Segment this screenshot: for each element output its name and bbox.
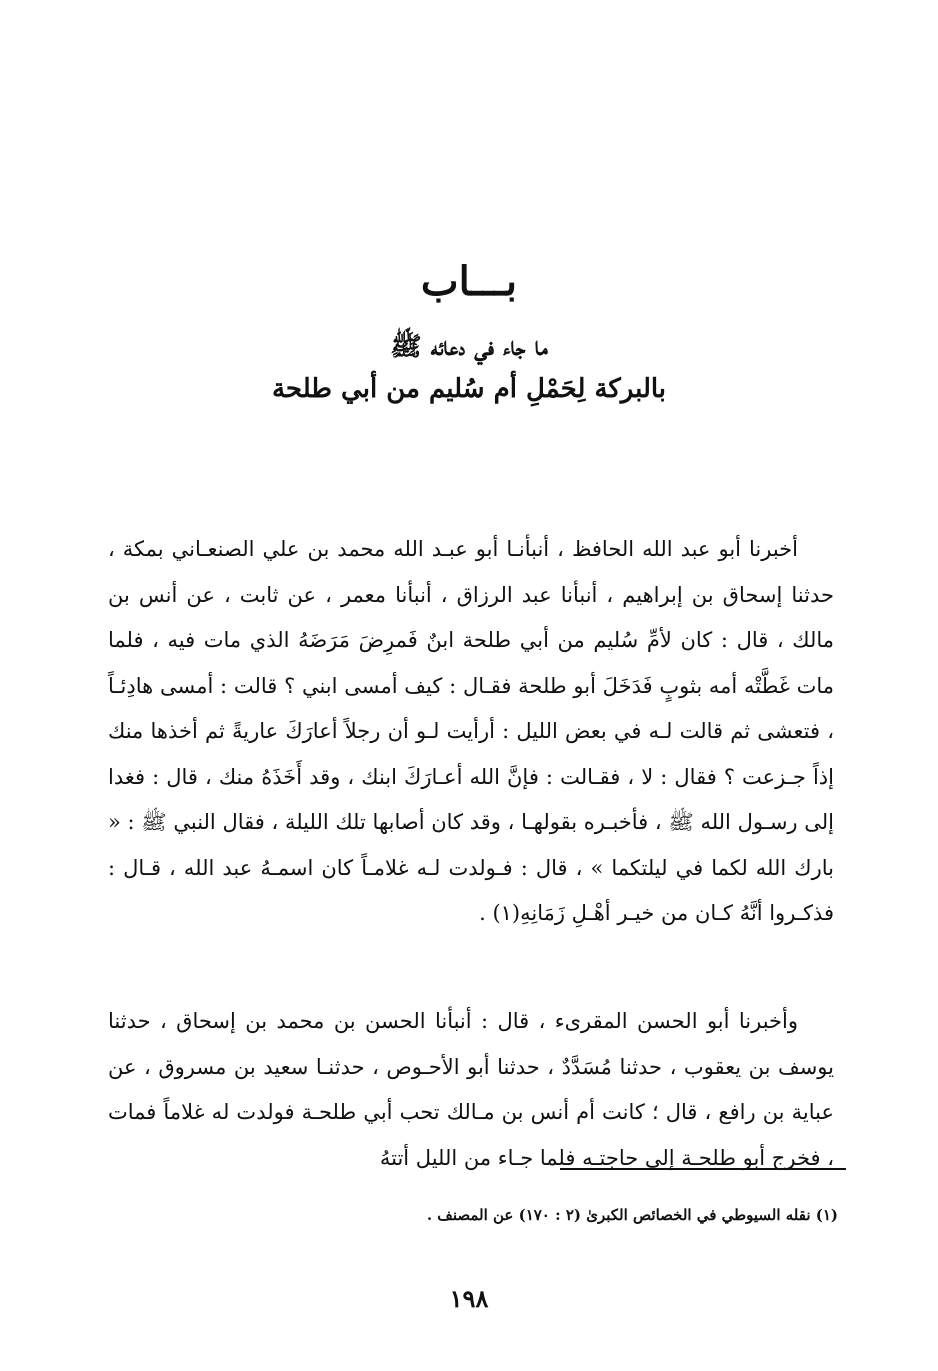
chapter-heading: بـــاب [420, 258, 518, 305]
footnote: (١) نقله السيوطي في الخصائص الكبرىٰ (٢ : ١٧٠) عن المصنف . [426, 1206, 838, 1224]
chapter-title-line-2: بالبركة لِحَمْلِ أم سُليم من أبي طلحة [271, 374, 667, 404]
body-paragraph-2: وأخبرنا أبو الحسن المقرىء ، قال : أنبأنا الحسن بن محمد بن إسحاق ، حدثنا يوسف بن يعقوب ، حدثنا مُسَدَّدٌ ، حدثنا أبو الأحـوص ، حدثنـا سعيد بن مسروق ، عن عباية بن رافع ، قال ؛ كانت أم أنس بن مـالك تحب أبي طلحـة فولدت له غلاماً فمات ، فخرج أبو طلحـة إلى حاجتـه فلما جـاء من الليل أتتهُ [108, 1009, 834, 1170]
chapter-title-line-1: ما جاء في دعائه ﷺ [390, 332, 548, 362]
footnote-divider [560, 1168, 846, 1170]
page-number: ١٩٨ [449, 1284, 489, 1313]
body-paragraph-1: أخبرنا أبو عبد الله الحافظ ، أنبأنـا أبو عبـد الله محمد بن علي الصنعـاني بمكة ، حدثنا إسحاق بن إبراهيم ، أنبأنا عبد الرزاق ، أنبأنا معمر ، عن ثابت ، عن أنس بن مالك ، قال : كان لأمِّ سُليم من أبي طلحة ابنٌ فَمرِضَ مَرَضَهُ الذي مات فيه ، فلما مات غَطَّتْه أمه بثوبٍ فَدَخَلَ أبو طلحة فقـال : كيف أمسى ابني ؟ قالت : أمسى هادِئـاً ، فتعشى ثم قالت لـه في بعض الليل : أرأيت لـو أن رجلاً أعارَكَ عاريةً ثم أخذها منك إذاً جـزعت ؟ فقال : لا ، فقـالت : فإنَّ الله أعـارَكَ ابنك ، وقد أَخَذَهُ منك ، قال : فغدا إلى رسـول الله ﷺ ، فأخبـره بقولهـا ، وقد كان أصابها تلك الليلة ، فقال النبي ﷺ : « بارك الله لكما في ليلتكما » ، قال : فـولدت لـه غلامـاً كان اسمـهُ عبد الله ، قـال : فذكـروا أنَّهُ كـان من خيـر أهْـلِ زَمَانِهِ(١) . [108, 537, 834, 925]
